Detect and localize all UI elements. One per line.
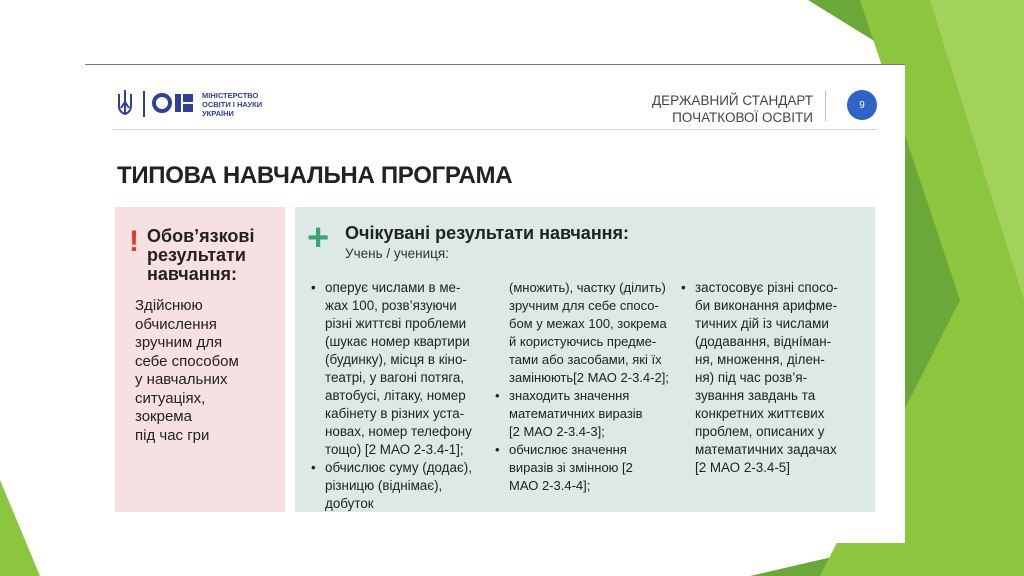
expected-results-title: Очікувані результати навчання: xyxy=(345,223,630,243)
ministry-logo-icon xyxy=(151,92,195,114)
results-column-1 xyxy=(311,279,489,513)
required-results-panel xyxy=(115,207,285,512)
standard-title: ДЕРЖАВНИЙ СТАНДАРТ ПОЧАТКОВОЇ ОСВІТИ xyxy=(651,93,813,125)
required-results-title: Обов’язкові результати навчання: xyxy=(147,226,255,284)
page-title: ТИПОВА НАВЧАЛЬНА ПРОГРАМА xyxy=(117,162,513,189)
exclamation-icon: ! xyxy=(129,225,139,258)
expected-results-subtitle: Учень / учениця: xyxy=(345,246,449,261)
results-column-2 xyxy=(495,279,680,495)
logo-divider xyxy=(143,91,145,117)
slide-card xyxy=(85,64,905,543)
plus-icon: + xyxy=(307,217,330,259)
required-results-text: Здійснюю обчислення зручним для себе способом у навчальних ситуаціях, зокрема під час гри xyxy=(135,297,239,444)
page-number-badge: 9 xyxy=(847,90,877,120)
list-item-continuation: (множить), частку (ділить) зручним для себе спосо- бом у межах 100, зокрема й користуючись предме- тами або засобами, які їх замінюють[2 МАО 2-3.4-2]; xyxy=(509,280,669,385)
list-item: • обчислює суму (додає), різницю (віднімає), добуток xyxy=(311,459,489,513)
expected-results-panel xyxy=(295,207,875,512)
list-item: • оперує числами в ме- жах 100, розв’язуючи різні життєві проблеми (шукає номер квартири (будинку), місця в кіно- театрі, у вагоні потяга, автобусі, літаку, номер кабінету в різних уста- новах, номер телефону тощо) [2 МАО 2-3.4-1]; xyxy=(311,279,489,459)
header-separator xyxy=(113,129,877,130)
list-item: • застосовує різні спосо- би виконання арифме- тичних дій із числами (додавання, віднíман- ня, множення, ділен- ня) під час розв’я- зування завдань та конкретних життєвих проблем, описаних у математичних задачах [2 МАО 2-3.4-5] xyxy=(681,279,867,477)
list-item: • обчислює значення виразів зі змінною [2 МАО 2-3.4-4]; xyxy=(495,441,680,495)
left-green-triangle xyxy=(0,480,40,576)
ministry-name: МІНІСТЕРСТВО ОСВІТИ І НАУКИ УКРАЇНИ xyxy=(202,91,263,118)
header-divider xyxy=(825,91,826,121)
trident-icon xyxy=(115,88,135,118)
list-item: • знаходить значення математичних виразів [2 МАО 2-3.4-3]; xyxy=(495,387,680,441)
results-column-3 xyxy=(681,279,867,477)
